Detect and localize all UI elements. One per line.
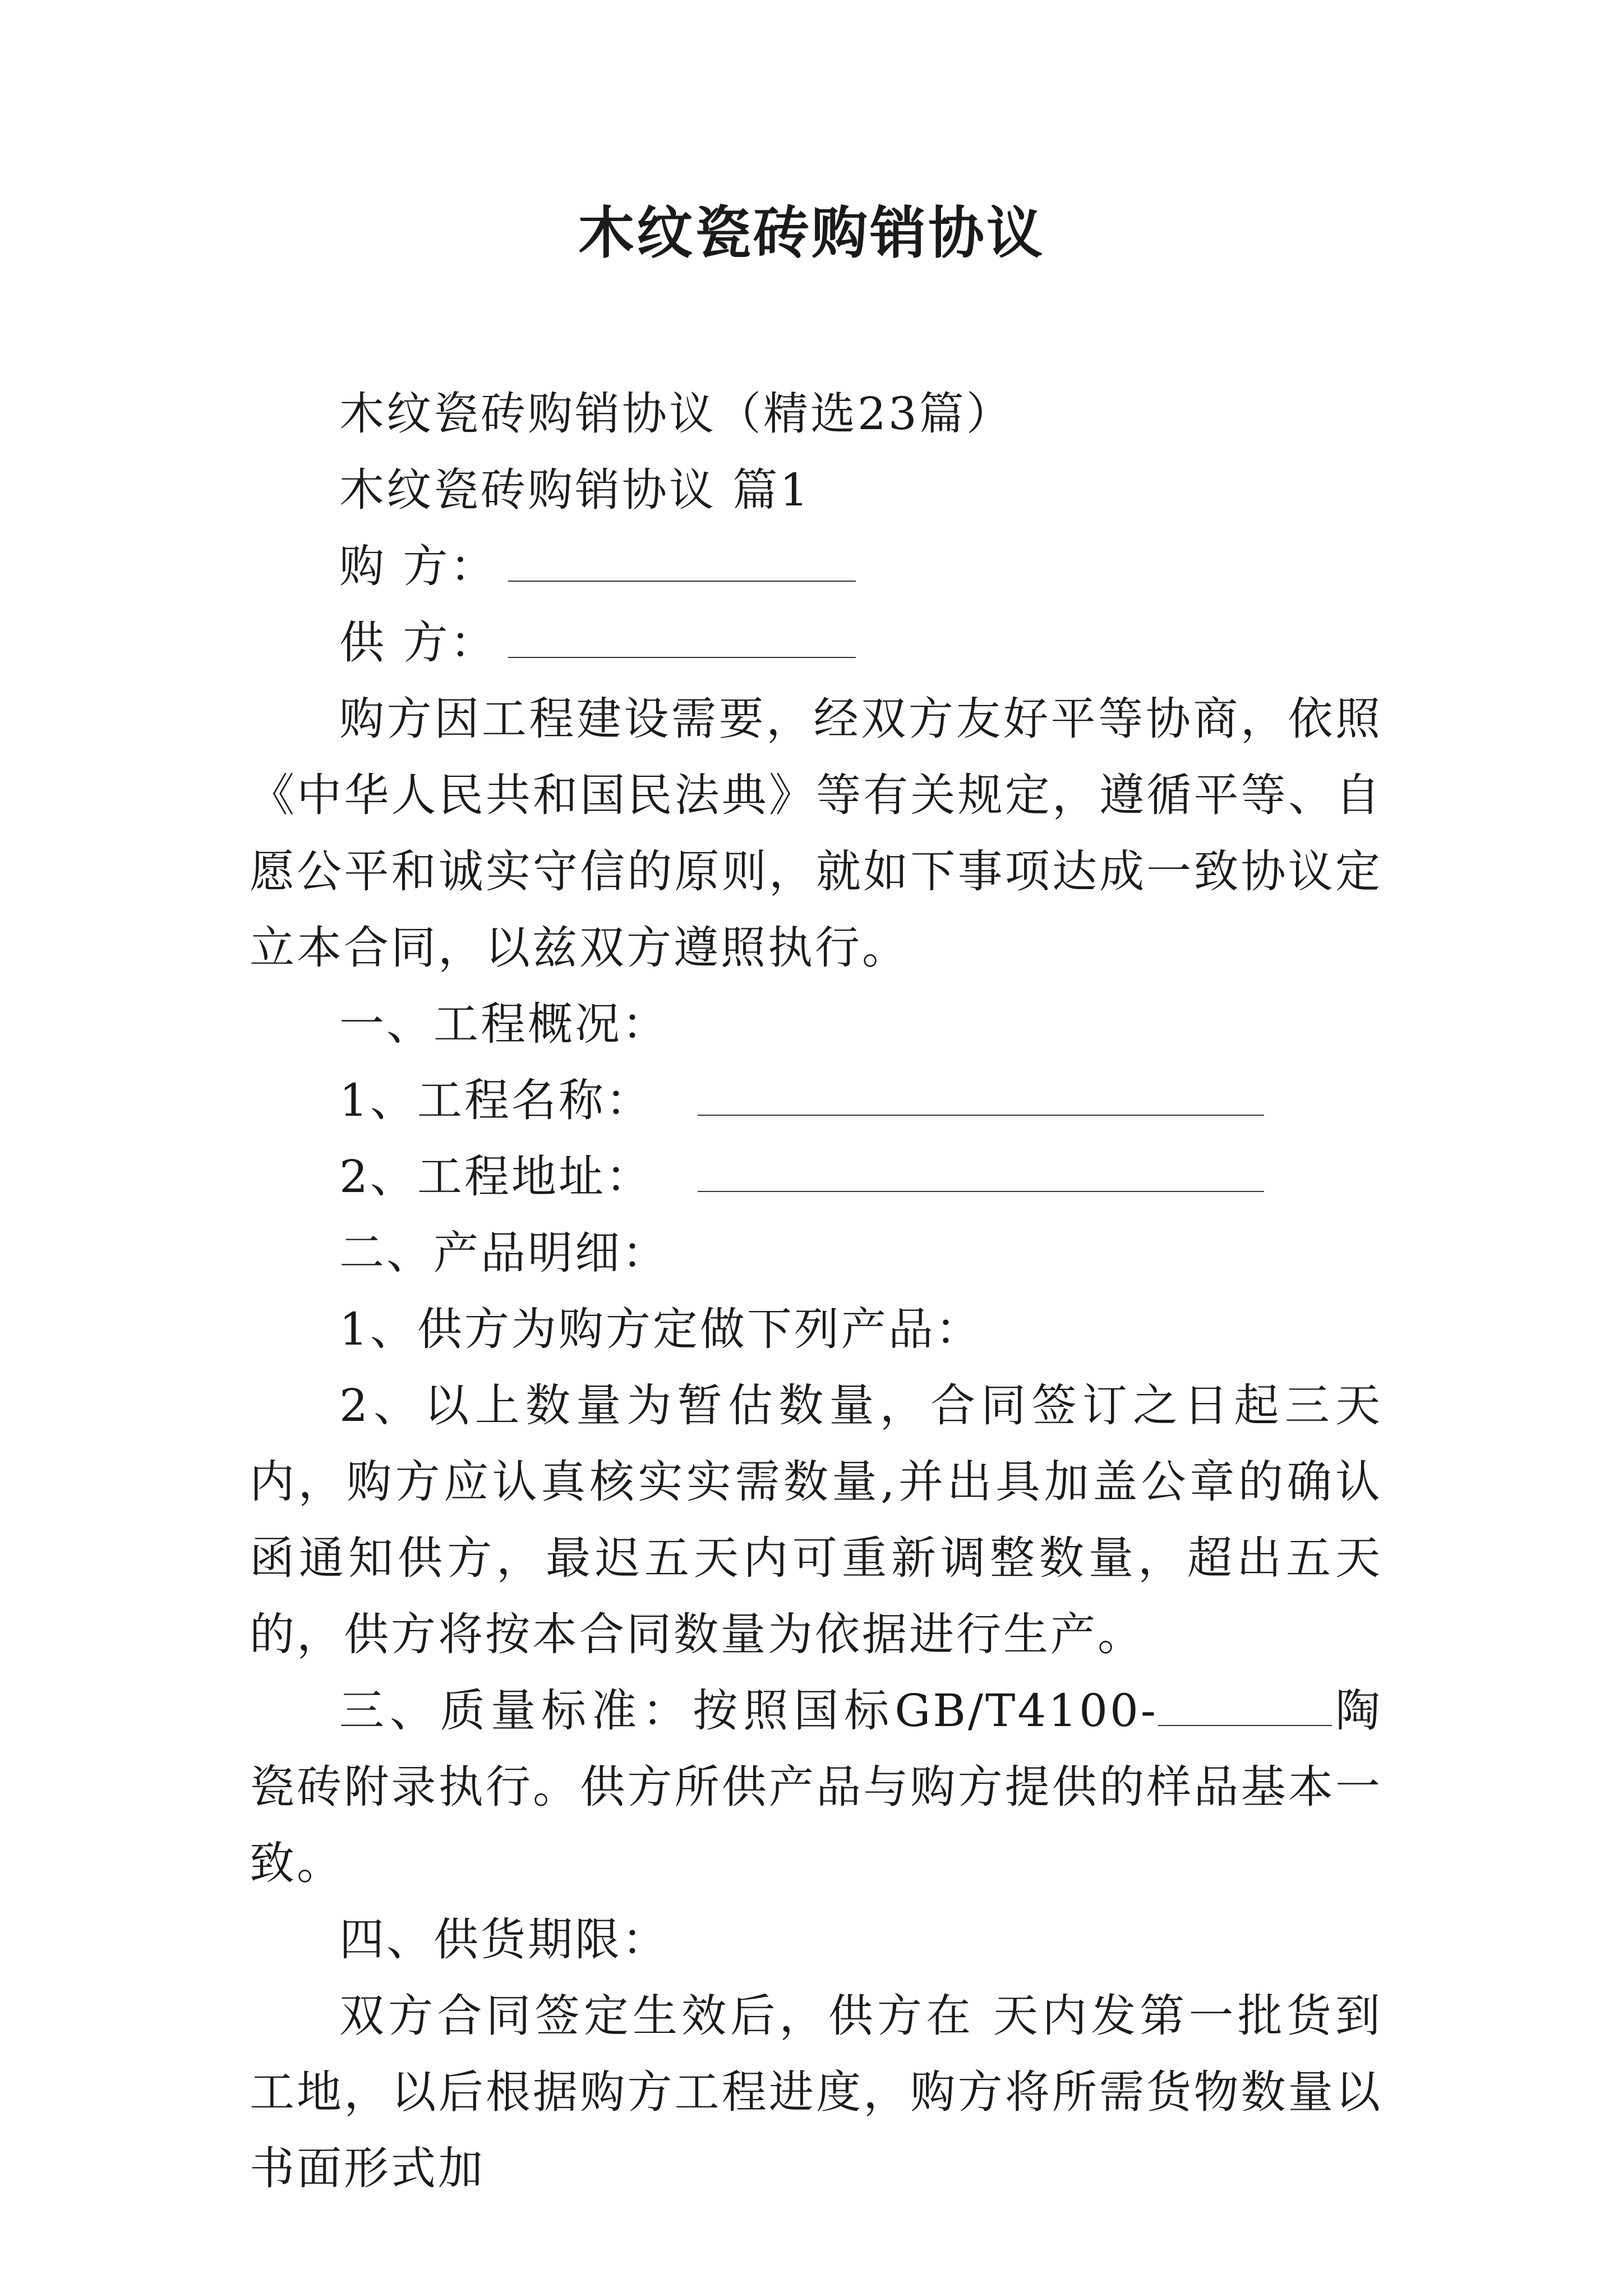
standard-year-blank [1158, 1691, 1332, 1726]
section4-paragraph: 双方合同签定生效后，供方在 天内发第一批货到工地，以后根据购方工程进度，购方将所需货物数量以书面形式加 [250, 1990, 1382, 2194]
section3-prefix: 三、质量标准：按照国标GB/T4100- [339, 1685, 1158, 1737]
document-body [250, 376, 1382, 2207]
intro-paragraph: 购方因工程建设需要，经双方友好平等协商，依照《中华人民共和国民法典》等有关规定，遵循平等、自愿公平和诚实守信的原则，就如下事项达成一致协议定立本合同，以兹双方遵照执行。 [250, 693, 1382, 974]
project-name-blank [698, 1081, 1264, 1116]
section4-heading: 四、供货期限： [339, 1913, 669, 1966]
chapter-heading: 木纹瓷砖购销协议 篇1 [339, 464, 811, 516]
supplier-line [250, 605, 1382, 681]
buyer-line [250, 528, 1382, 605]
item1-paragraph: 1、供方为购方定做下列产品： [339, 1303, 983, 1355]
buyer-label: 购 方： [339, 540, 497, 592]
project-address-blank [698, 1157, 1264, 1192]
project-name-line [250, 1062, 1382, 1139]
supplier-label: 供 方： [339, 616, 497, 669]
subtitle: 木纹瓷砖购销协议（精选23篇） [339, 388, 1013, 440]
project-address-label: 2、工程地址： [339, 1151, 653, 1203]
document-title: 木纹瓷砖购销协议 [578, 200, 1045, 266]
supplier-blank [508, 623, 856, 658]
project-name-label: 1、工程名称： [339, 1074, 653, 1126]
section3-paragraph [250, 1673, 1382, 1902]
buyer-blank [508, 547, 856, 582]
section1-heading: 一、工程概况： [339, 998, 669, 1050]
item2-paragraph: 2、以上数量为暂估数量，合同签订之日起三天内，购方应认真核实实需数量,并出具加盖公章的确认函通知供方，最迟五天内可重新调整数量，超出五天的，供方将按本合同数量为依据进行生产。 [250, 1379, 1382, 1660]
section2-heading: 二、产品明细： [339, 1227, 669, 1279]
project-address-line [250, 1139, 1382, 1215]
section3-suffix: 陶瓷砖附录执行。供方所供产品与购方提供的样品基本一致。 [250, 1685, 1382, 1889]
